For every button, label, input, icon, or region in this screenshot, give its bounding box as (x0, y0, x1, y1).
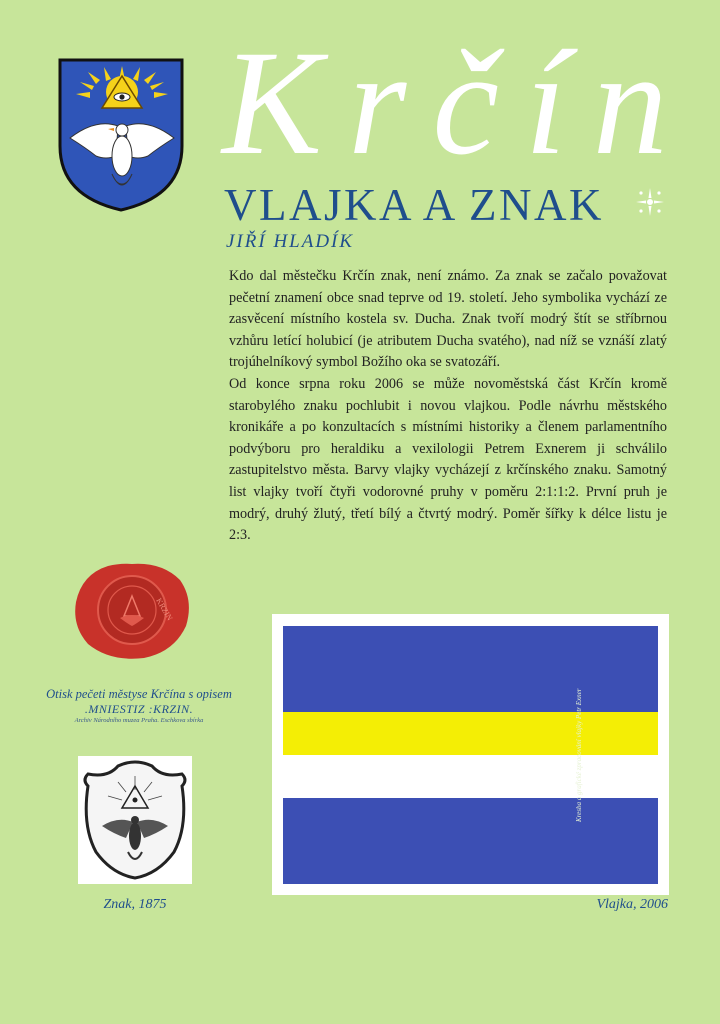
historic-arms-icon (78, 756, 192, 884)
flag (283, 626, 658, 884)
seal-caption-line1: Otisk pečeti městyse Krčína s opisem (46, 687, 232, 701)
decorative-star-icon (634, 186, 666, 218)
flag-stripe-white (283, 755, 658, 798)
coat-of-arms-icon (56, 56, 186, 214)
flag-stripe-blue-top (283, 626, 658, 712)
wax-seal-icon (70, 560, 194, 660)
page-title: Krčín (222, 20, 694, 186)
page-subtitle: VLAJKA A ZNAK (224, 180, 605, 230)
seal-caption-source: Archiv Národního muzea Praha. Eschkova sbírka (74, 717, 204, 724)
seal-caption (46, 686, 232, 726)
historic-arms-caption: Znak, 1875 (103, 897, 167, 912)
article-body (229, 266, 667, 547)
author-name: JIŘÍ HLADÍK (226, 231, 355, 252)
seal-inscription: KRZIN (154, 596, 175, 623)
paragraph: Kdo dal městečku Krčín znak, není známo. Za znak se začalo považovat pečetní znamení obce snad teprve od 19. století. Jeho symbolika vychází ze zasvěcení místního kostela sv. Ducha. Znak tvoří modrý štít se stříbrnou vzhůru letící holubicí (je atributem Ducha svatého), nad níž se vznáší zlatý trojúhelníkový symbol Božího oka se svatozáří. (229, 268, 667, 371)
seal-caption-line2: .MNIESTIZ :KRZIN. (84, 702, 194, 716)
flag-caption: Vlajka, 2006 (596, 897, 668, 912)
paragraph: Od konce srpna roku 2006 se může novoměstská část Krčín kromě starobylého znaku pochlubit i novou vlajkou. Podle návrhu městského kronikáře a po konzultacích s místními historiky a členem parlamentního podvýboru pro heraldiku a vexilologii Petrem Exnerem ji schválilo zastupitelstvo města. Barvy vlajky vycházejí z krčínského znaku. Samotný list vlajky tvoří čtyři vodorovné pruhy v poměru 2:1:1:2. První pruh je modrý, druhý žlutý, třetí bílý a čtvrtý modrý. Poměr šířky k délce listu je 2:3. (229, 375, 667, 544)
flag-stripe-blue-bottom (283, 798, 658, 884)
flag-stripe-yellow (283, 712, 658, 755)
flag-credit: Kresba a grafické zpracování vlajky Petr Exner (575, 688, 583, 822)
